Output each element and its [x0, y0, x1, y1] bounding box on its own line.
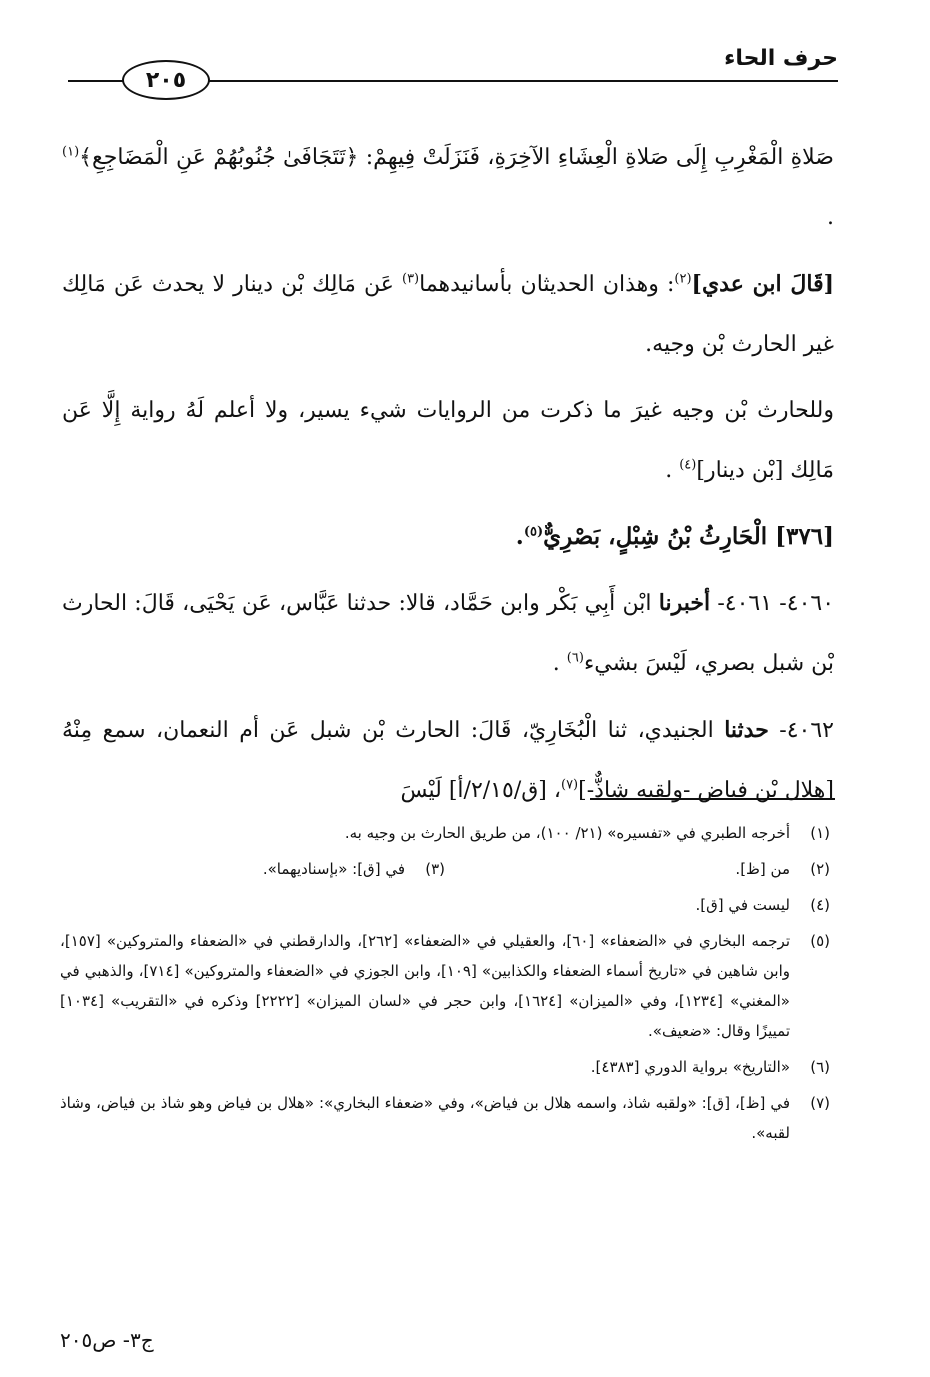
hadith-number: ٤٠٦٢- — [779, 718, 834, 743]
speaker-label: [قَالَ ابن عدي] — [691, 271, 835, 297]
hadith-number: ٤٠٦٠- ٤٠٦١- — [717, 591, 835, 616]
transmission-verb: حدثنا — [724, 717, 769, 743]
footnote — [60, 1088, 830, 1148]
footnote-number: (٧) — [810, 1094, 830, 1112]
punctuation: . — [665, 458, 673, 483]
main-text — [62, 128, 834, 827]
footnote-number: (٦) — [810, 1058, 830, 1076]
paragraph — [62, 128, 834, 248]
footnote-text: أخرجه الطبري في «تفسيره» (٢١/ ١٠٠)، من طريق الحارث بن وجيه به. — [344, 824, 790, 842]
footnote-ref: (٣) — [401, 271, 420, 287]
punctuation: . — [552, 651, 560, 676]
footnote — [445, 854, 830, 884]
footnote — [60, 1052, 830, 1082]
footnote-number: (٢) — [810, 860, 830, 878]
entry-heading-text: [٣٧٦] الْحَارِثُ بْنُ شِبْلٍ، بَصْرِيٌّ — [543, 523, 834, 550]
volume-page-reference: ج٣- ص٢٠٥ — [60, 1328, 154, 1352]
footnote-ref: (٥) — [523, 524, 544, 540]
footnote-text: ليست في [ق]. — [695, 896, 790, 914]
footnote-row — [60, 854, 830, 884]
footnote-text: ترجمه البخاري في «الضعفاء» [٦٠]، والعقيلي في «الضعفاء» [٢٦٢]، والدارقطني في «الضعفاء والمتروكين» [١٥٧]، وابن شاهين في «تاريخ أسماء الضعفاء والكذابين» [١٠٩]، وابن الجوزي في «الضعفاء والمتروكين» [٧١٤]، والذهبي في «المغني» [١٢٣٤]، وفي «الميزان» [١٦٢٤]، وابن حجر في «لسان الميزان» [٢٢٢٢] وذكره في «التقريب» [١٠٣٤] تمييزًا وقال: «ضعيف». — [60, 932, 790, 1040]
hadith-text: ابْن أَبِي بَكْر وابن حَمَّاد، قالا: حدثنا عَبَّاس، عَن يَحْيَى، قَالَ: الحارث بْن شبل بصري، لَيْسَ بشيء — [62, 591, 834, 676]
footnote — [60, 818, 830, 848]
footnote-text: في [ق]: «بإسناديهما». — [262, 860, 405, 878]
running-head: حرف الحاء — [724, 46, 838, 71]
paragraph-text: وللحارث بْن وجيه غيرَ ما ذكرت من الروايات شيء يسير، ولا أعلم لَهُ رواية إِلَّا عَن مَالِك [بْن دينار] — [62, 398, 834, 483]
hadith-text: الجنيدي، ثنا الْبُخَارِيّ، قَالَ: الحارث بْن شبل عَن أم النعمان، سمع مِنْهُ [هلال بْن فياض -ولقبه شاذٌّ-] — [62, 718, 834, 803]
footnote-ref: (٢) — [674, 271, 692, 287]
footnote — [60, 926, 830, 1046]
footnote-text: من [ظ]. — [735, 860, 790, 878]
footnote-number: (٥) — [810, 932, 830, 950]
footnote-ref: (١) — [62, 144, 80, 160]
footnote-number: (١) — [810, 824, 830, 842]
hadith-text: ، [ق/٢/١٥/أ] لَيْسَ — [400, 778, 561, 803]
footnotes — [60, 818, 830, 1154]
paragraph — [62, 254, 834, 375]
paragraph-text: عَن مَالِك بْن دينار لا يحدث عَن مَالِك غير الحارث بْن وجيه. — [62, 272, 834, 357]
punctuation: . — [827, 205, 834, 230]
footnote-number: (٣) — [425, 860, 445, 878]
punctuation: . — [515, 523, 524, 550]
footnote-ref: (٤) — [679, 457, 697, 473]
footnote — [60, 854, 445, 884]
footnote-text: «التاريخ» برواية الدوري [٤٣٨٣]. — [590, 1058, 790, 1076]
paragraph — [62, 381, 834, 501]
footnote-number: (٤) — [810, 896, 830, 914]
footnote — [60, 890, 830, 920]
footnote-ref: (٦) — [566, 650, 584, 666]
footnote-ref: (٧) — [560, 777, 579, 793]
footnote-text: في [ظ]، [ق]: «ولقبه شاذ، واسمه هلال بن فياض»، وفي «ضعفاء البخاري»: «هلال بن فياض وهو شاذ بن فياض، وشاذ لقبه». — [60, 1094, 790, 1142]
paragraph-text: صَلاةِ الْمَغْرِبِ إِلَى صَلاةِ الْعِشَاءِ الآخِرَةِ، فَنَزَلَتْ فِيهِمْ: ﴿تَتَجَافَىٰ جُنُوبُهُمْ عَنِ الْمَضَاجِعِ﴾ — [79, 145, 834, 170]
hadith-4060 — [62, 573, 834, 694]
page-number-badge: ٢٠٥ — [122, 60, 210, 100]
entry-heading — [62, 507, 834, 567]
hadith-4062 — [62, 700, 834, 821]
paragraph-text: : وهذان الحديثان بأسانيدهما — [419, 272, 675, 297]
transmission-verb: أخبرنا — [658, 590, 711, 616]
footnote-rule — [590, 798, 835, 800]
